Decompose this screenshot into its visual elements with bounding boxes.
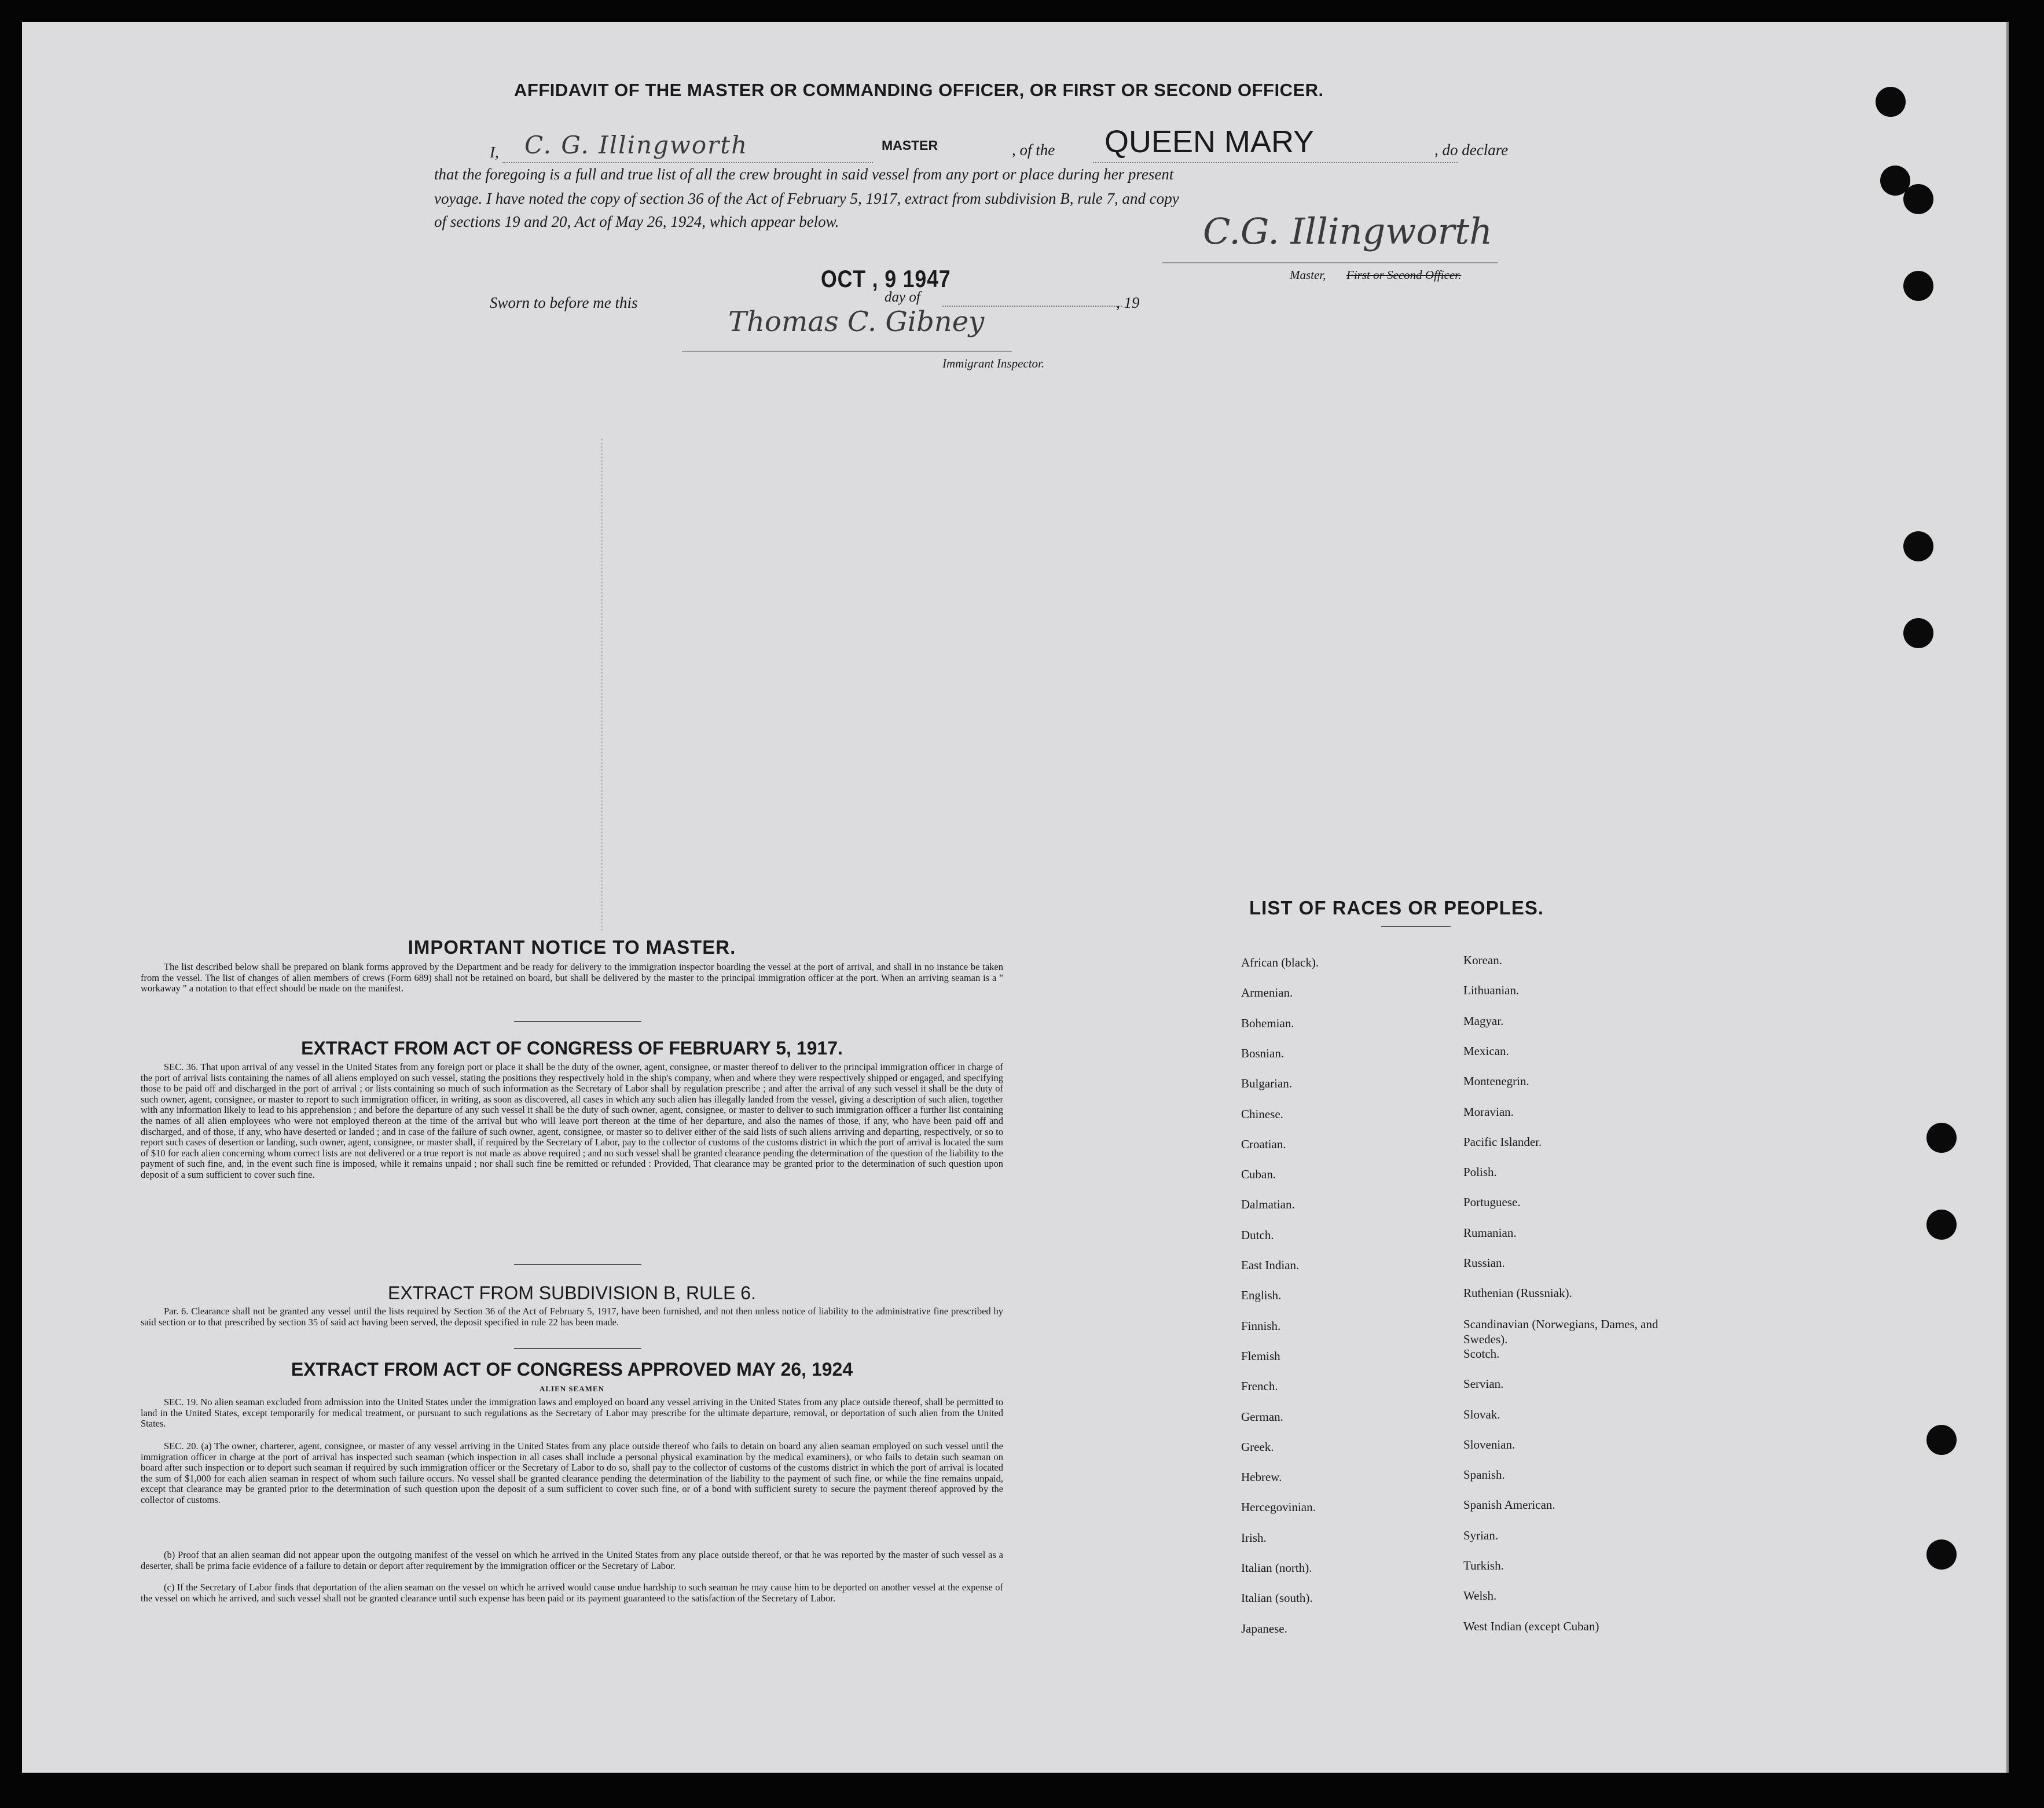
race-item: Russian.: [1463, 1256, 1505, 1270]
name-underline: [502, 162, 873, 163]
race-item: French.: [1241, 1379, 1278, 1394]
affidavit-line-2: that the foregoing is a full and true list of all the crew brought in said vessel from any port or place during her present: [434, 166, 1174, 183]
vessel-name: QUEEN MARY: [1104, 124, 1315, 159]
affidavit-line-3: voyage. I have noted the copy of section 36 of the Act of February 5, 1917, extract from subdivision B, rule 7, and copy: [434, 190, 1179, 207]
do-declare-label: , do declare: [1434, 141, 1509, 159]
divider: [514, 1021, 641, 1022]
binder-hole: [1903, 271, 1933, 301]
race-item: Servian.: [1463, 1377, 1504, 1391]
inspector-caption: Immigrant Inspector.: [942, 357, 1045, 370]
races-title: LIST OF RACES OR PEOPLES.: [1249, 897, 1544, 918]
race-item: Ruthenian (Russniak).: [1463, 1286, 1572, 1300]
race-item: Moravian.: [1463, 1104, 1514, 1119]
act-1924-sec20c: (c) If the Secretary of Labor finds that deportation of the alien seaman on the vessel on which he arrived would cause undue hardship to such seaman he may cause him to be deported on another vessel at the expense of the vessel on which he arrived, and such vessel shall not be granted clearance until such expense has been paid or its payment guaranteed to the satisfaction of the Secretary of Labor.: [141, 1582, 1003, 1604]
race-item: Slovak.: [1463, 1407, 1500, 1421]
race-item: Scandinavian (Norwegians, Dames, and Swedes).: [1463, 1317, 1658, 1346]
race-item: Pacific Islander.: [1463, 1134, 1542, 1149]
signature-caption-struck: First or Second Officer.: [1346, 268, 1462, 282]
race-item: African (black).: [1241, 956, 1319, 969]
signature-line: [1162, 262, 1498, 263]
rule-6-text: Par. 6. Clearance shall not be granted any vessel until the lists required by Section 36 of the Act of February 5, 1917, have been furnished, and not then unless notice of liability to the administrative fine prescribed by said section or to that prescribed by section 35 of said act having been served, the deposit specified in rule 22 has been made.: [141, 1306, 1003, 1328]
race-item: Dalmatian.: [1241, 1197, 1295, 1212]
binder-hole: [1903, 184, 1933, 214]
race-item: Bulgarian.: [1241, 1076, 1293, 1091]
race-item: Spanish American.: [1463, 1498, 1555, 1512]
race-item: Hebrew.: [1241, 1470, 1282, 1484]
race-item: Korean.: [1463, 953, 1503, 967]
race-item: Cuban.: [1241, 1167, 1276, 1182]
race-item: Chinese.: [1241, 1107, 1283, 1121]
of-the-label: , of the: [1012, 141, 1055, 159]
act-1924-sec19: SEC. 19. No alien seaman excluded from admission into the United States under the immigration laws and employed on board any vessel arriving in the United States from any place outside thereof, shall be permitted to land in the United States, except temporarily for medical treatment, or pursuant to such regulations as the Secretary of Labor may prescribe for the ultimate departure, removal, or deportation of such alien from the United States.: [141, 1397, 1003, 1430]
binder-hole: [1926, 1123, 1957, 1153]
race-item: Finnish.: [1241, 1318, 1281, 1333]
binder-hole: [1903, 618, 1933, 648]
race-item: Irish.: [1241, 1530, 1267, 1545]
act-1917-text: SEC. 36. That upon arrival of any vessel in the United States from any foreign port or place it shall be the duty of the owner, agent, consignee, or master thereof to deliver to the principal immigration officer in charge of the port of arrival lists containing the names of all aliens employed on such vessel, stating the positions they respectively hold in the ship's company, when and where they were respectively shipped or engaged, and specifying those to be paid off and discharged in the port of arrival ; or lists containing so much of such information as the Secretary of Labor shall by regulation prescribe ; and after the arrival of any such vessel it shall be the duty of such owner, agent, consignee, or master to report to such immigration officer, in writing, as soon as discovered, all cases in which any such alien has illegally landed from the vessel, giving a description of such alien, together with any information likely to lead to his apprehension ; and before the departure of any such vessel it shall be the duty of such owner, agent, consignee, or master to deliver to such immigration officer a further list containing the names of all alien employees who were not employed thereon at the time of the arrival but who will leave port thereon at the time of her departure, and also the names of those, if any, who have been paid off and discharged, and of those, if any, who have deserted or landed ; and in case of the failure of such owner, agent, consignee, or master so to deliver either of the said lists of such aliens arriving and departing, respectively, or so to report such cases of desertion or landing, such owner, agent, consignee, or master shall, if required by the Secretary of Labor, pay to the collector of customs of the customs district in which the port of arrival is located the sum of $10 for each alien concerning whom correct lists are not delivered or a true report is not made as above required ; and no such vessel shall be granted clearance pending the determination of the question of the liability to the payment of such fine, and, in the event such fine is imposed, while it remains unpaid ; nor shall such fine be remitted or refunded : Provided, That clearance may be granted prior to the determination of such question upon deposit of a sum sufficient to cover such fine.: [141, 1061, 1003, 1180]
master-name-signature: C. G. Illingworth: [524, 131, 748, 159]
race-item: Greek.: [1241, 1439, 1274, 1454]
sworn-label: Sworn to before me this: [490, 294, 638, 311]
race-item: East Indian.: [1241, 1258, 1300, 1272]
race-item: Italian (north).: [1241, 1561, 1312, 1575]
race-item: Italian (south).: [1241, 1591, 1313, 1605]
inspector-signature: Thomas C. Gibney: [728, 306, 985, 338]
notice-title: IMPORTANT NOTICE TO MASTER.: [408, 936, 736, 958]
race-item: Bohemian.: [1241, 1016, 1294, 1030]
divider: [514, 1264, 641, 1265]
race-item: Armenian.: [1241, 986, 1293, 1000]
divider: [514, 1348, 641, 1349]
race-item: Welsh.: [1463, 1589, 1497, 1603]
act-1917-title: EXTRACT FROM ACT OF CONGRESS OF FEBRUARY 5, 1917.: [301, 1038, 843, 1059]
day-of-label: day of: [885, 289, 920, 305]
binder-hole: [1926, 1425, 1957, 1455]
year-suffix: , 19: [1116, 294, 1140, 311]
date-stamp: OCT , 9 1947: [821, 265, 951, 292]
race-item: Mexican.: [1463, 1043, 1509, 1058]
act-1924-title: EXTRACT FROM ACT OF CONGRESS APPROVED MAY 26, 1924: [291, 1359, 853, 1380]
affidavit-i: I,: [490, 144, 499, 161]
document-page: [22, 22, 2009, 1773]
vessel-underline: [1093, 162, 1458, 163]
inspector-line: [682, 351, 1012, 352]
race-item: Turkish.: [1463, 1559, 1504, 1572]
notice-text: The list described below shall be prepared on blank forms approved by the Department and be ready for delivery to the immigration inspector boarding the vessel at the port of arrival, and shall in no instance be taken from the vessel. The list of changes of alien members of crews (Form 689) shall not be retained on board, but shall be delivered by the master to the principal immigration officer at the port. When an arriving seaman is a " workaway " a notation to that effect should be made on the manifest.: [141, 961, 1003, 994]
race-item: Magyar.: [1463, 1013, 1504, 1028]
race-item: Syrian.: [1463, 1528, 1499, 1542]
race-item: Portuguese.: [1463, 1195, 1521, 1210]
race-item: German.: [1241, 1409, 1283, 1424]
rule-6-title: EXTRACT FROM SUBDIVISION B, RULE 6.: [388, 1282, 756, 1303]
binder-hole: [1926, 1539, 1957, 1570]
race-item: Flemish: [1241, 1348, 1280, 1363]
race-item: Polish.: [1463, 1165, 1497, 1179]
race-item: Lithuanian.: [1463, 983, 1520, 998]
race-item: Montenegrin.: [1463, 1074, 1529, 1089]
race-item: Hercegovinian.: [1241, 1500, 1316, 1515]
races-title-underline: [1381, 926, 1451, 927]
affidavit-line-4: of sections 19 and 20, Act of May 26, 1924, which appear below.: [434, 213, 839, 230]
race-item: Bosnian.: [1241, 1046, 1285, 1060]
signature-caption-master: Master,: [1290, 268, 1326, 282]
rank-master: MASTER: [882, 138, 938, 153]
race-item: West Indian (except Cuban): [1463, 1619, 1599, 1633]
bleed-through-marks: [601, 439, 606, 931]
act-1924-subtitle: ALIEN SEAMEN: [539, 1384, 605, 1393]
binder-hole: [1903, 531, 1933, 561]
race-item: English.: [1241, 1288, 1282, 1303]
binder-hole: [1926, 1210, 1957, 1240]
master-signature: C.G. Illingworth: [1203, 210, 1493, 252]
binder-hole: [1876, 87, 1906, 117]
act-1924-sec20a: SEC. 20. (a) The owner, charterer, agent, consignee, or master of any vessel arriving in the United States from any place outside thereof who fails to detain on board any alien seaman employed on such vessel until the immigration officer in charge at the port of arrival has inspected such seaman (which inspection in all cases shall include a personal physical examination by the medical examiners), or who fails to detain such seaman on board after such inspection or to deport such seaman if required by such immigration officer or the Secretary of Labor to do so, shall pay to the collector of customs of the customs district in which the port of arrival is located the sum of $1,000 for each alien seaman in respect of whom such failure occurs. No vessel shall be granted clearance pending the determination of the liability to the payment of such fine, or while the fine remains unpaid, except that clearance may be granted prior to the determination of such question upon the deposit of a sum sufficient to cover such fine, or of a bond with sufficient surety to secure the payment thereof approved by the collector of customs.: [141, 1440, 1003, 1505]
race-item: Scotch.: [1463, 1346, 1500, 1361]
race-item: Rumanian.: [1463, 1225, 1517, 1240]
race-item: Spanish.: [1463, 1468, 1505, 1482]
affidavit-title: AFFIDAVIT OF THE MASTER OR COMMANDING OFFICER, OR FIRST OR SECOND OFFICER.: [514, 80, 1324, 100]
race-item: Croatian.: [1241, 1137, 1286, 1151]
act-1924-sec20b: (b) Proof that an alien seaman did not appear upon the outgoing manifest of the vessel on which he arrived in the United States from any place outside thereof, or that he was reported by the master of such vessel as a deserter, shall be prima facie evidence of a failure to detain or deport after requirement by the immigration officer or the Secretary of Labor.: [141, 1549, 1003, 1571]
race-item: Japanese.: [1241, 1621, 1287, 1636]
race-item: Slovenian.: [1463, 1437, 1515, 1451]
race-item: Dutch.: [1241, 1228, 1274, 1242]
